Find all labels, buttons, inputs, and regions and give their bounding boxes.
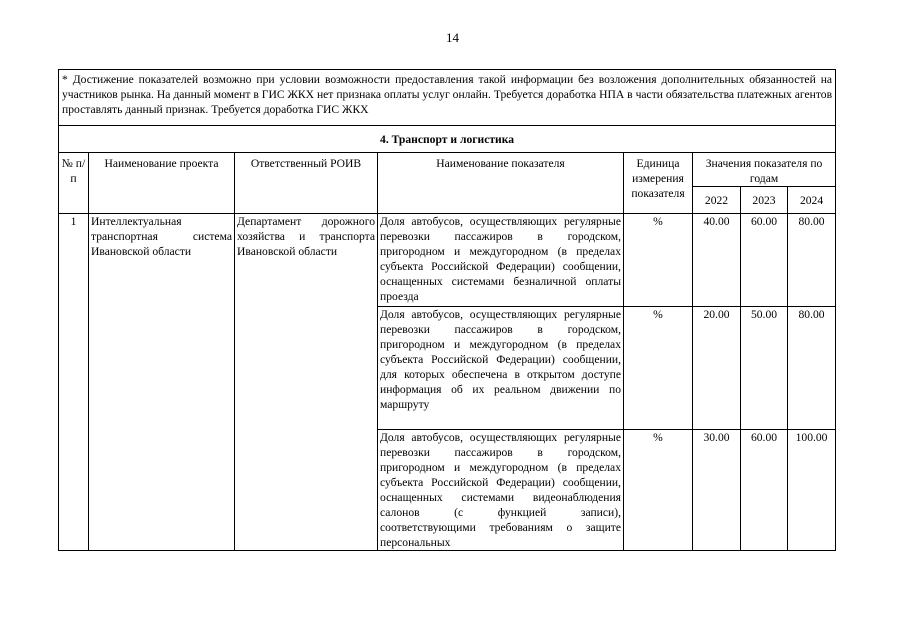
indicator-unit: % — [624, 307, 693, 430]
header-roiv: Ответственный РОИВ — [235, 153, 378, 214]
value-2023: 60.00 — [741, 430, 788, 551]
page-number: 14 — [446, 30, 459, 45]
value-2024: 80.00 — [788, 214, 836, 307]
value-2022: 20.00 — [693, 307, 741, 430]
indicators-table — [58, 69, 836, 551]
row-num: 1 — [59, 214, 89, 551]
header-year-2023: 2023 — [741, 187, 788, 214]
responsible-roiv: Департамент дорожного хозяйства и транспорта Ивановской области — [235, 214, 378, 551]
value-2024: 100.00 — [788, 430, 836, 551]
value-2023: 50.00 — [741, 307, 788, 430]
indicator-unit: % — [624, 214, 693, 307]
header-project: Наименование проекта — [89, 153, 235, 214]
header-num: № п/п — [59, 153, 89, 214]
table-row — [59, 214, 836, 307]
indicator-name: Доля автобусов, осуществляющих регулярные перевозки пассажиров в городском, пригородном и междугородном (в пределах субъекта Российской Федерации) сообщении, для которых обеспечена в открытом доступе информация об их реальном движении по маршруту — [378, 307, 624, 430]
header-year-2024: 2024 — [788, 187, 836, 214]
value-2023: 60.00 — [741, 214, 788, 307]
value-2022: 30.00 — [693, 430, 741, 551]
value-2022: 40.00 — [693, 214, 741, 307]
footnote: * Достижение показателей возможно при условии возможности предоставления такой информации без возложения дополнительных обязанностей на участников рынка. На данный момент в ГИС ЖКХ нет признака оплаты услуг онлайн. Требуется доработка НПА в части обязательства платежных агентов проставлять данный признак. Требуется доработка ГИС ЖКХ — [59, 70, 836, 126]
section-title: 4. Транспорт и логистика — [59, 126, 836, 153]
header-values: Значения показателя по годам — [693, 153, 836, 187]
value-2024: 80.00 — [788, 307, 836, 430]
indicator-name: Доля автобусов, осуществляющих регулярные перевозки пассажиров в городском, пригородном и междугородном (в пределах субъекта Российской Федерации) сообщении, оснащенных системами видеонаблюдения салонов (с функцией записи), соответствующими требованиям о защите персональных — [378, 430, 624, 551]
header-unit: Единица измерения показателя — [624, 153, 693, 214]
header-indicator: Наименование показателя — [378, 153, 624, 214]
indicator-name: Доля автобусов, осуществляющих регулярные перевозки пассажиров в городском, пригородном и междугородном (в пределах субъекта Российской Федерации) сообщении, оснащенных системами безналичной оплаты проезда — [378, 214, 624, 307]
project-name: Интеллектуальная транспортная система Ивановской области — [89, 214, 235, 551]
indicator-unit: % — [624, 430, 693, 551]
header-year-2022: 2022 — [693, 187, 741, 214]
